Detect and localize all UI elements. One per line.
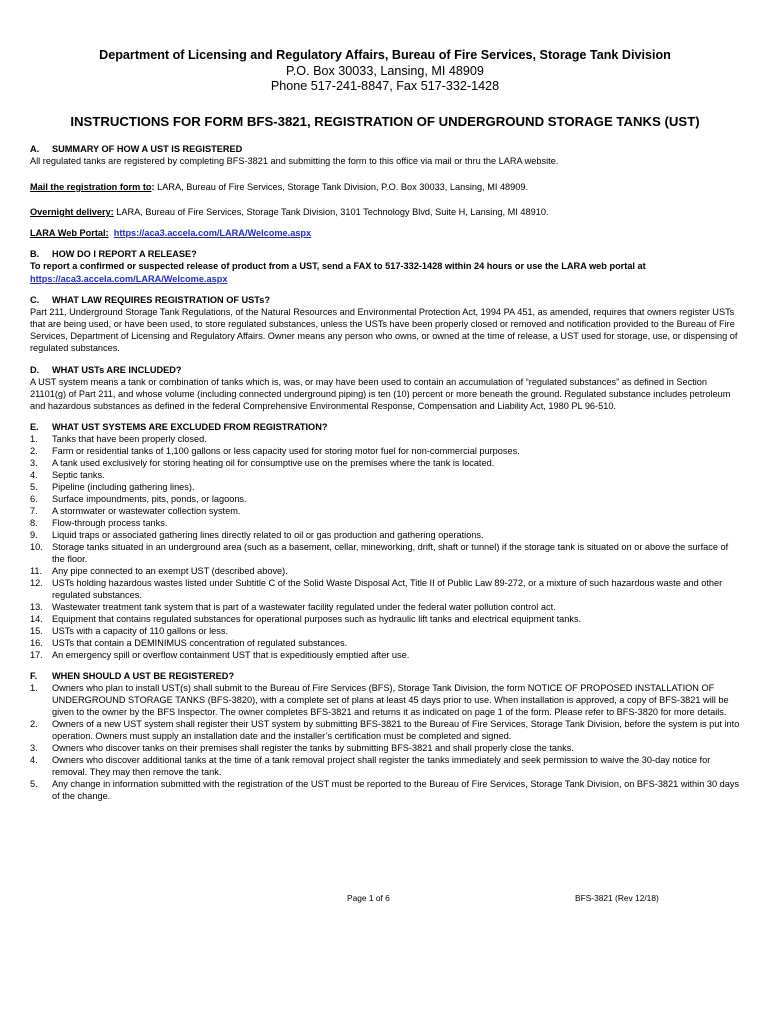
item-number: 15. [30,626,43,637]
item-text: Surface impoundments, pits, ponds, or lagoons. [52,494,247,505]
item-text: USTs holding hazardous wastes listed under Subtitle C of the Solid Waste Disposal Act, Title II of Public Law 89-272, or a mixture of such hazardous waste and other regulated substances. [52,578,723,601]
item-text: An emergency spill or overflow containment UST that is expeditiously emptied after use. [52,650,410,661]
item-text: Storage tanks situated in an underground area (such as a basement, cellar, mineworking, drift, shaft or tunnel) if the storage tank is situated on or above the surface of the floor. [52,542,729,565]
page-title: INSTRUCTIONS FOR FORM BFS-3821, REGISTRATION OF UNDERGROUND STORAGE TANKS (UST) [70,113,700,129]
item-number: 5. [30,482,38,493]
section-d-text: A UST system means a tank or combination of tanks which is, was, or may have been used to contain an accumulation of “regulated substances” as defined in Section 21101(g) of Part 211, and whose volume (including connected underground piping) is ten (10) percent or more beneath the ground. Regulated substance includes petroleum and hazardous substances as defined in the federal Comprehensive Environmental Response, Compensation and Liability Act, 1980 PL 96-510. [30,376,731,411]
item-number: 8. [30,518,38,529]
overnight-line [30,206,740,218]
item-number: 12. [30,578,43,589]
item-text: USTs that contain a DEMINIMUS concentration of regulated substances. [52,638,348,649]
section-a-heading [30,143,740,155]
list-item [30,601,740,613]
release-portal-link[interactable]: https://aca3.accela.com/LARA/Welcome.aspx [30,273,228,284]
item-text: Equipment that contains regulated substances for operational purposes such as hydraulic lift tanks and electrical equipment tanks. [52,614,582,625]
item-text: Septic tanks. [52,470,105,481]
item-number: 11. [30,566,43,577]
mail-text: LARA, Bureau of Fire Services, Storage Tank Division, P.O. Box 30033, Lansing, MI 48909. [154,181,529,192]
list-item [30,529,740,541]
mail-colon: : [151,181,155,192]
section-c-text: Part 211, Underground Storage Tank Regulations, of the Natural Resources and Environmental Protection Act, 1994 PA 451, as amended, requires that owners register USTs that are being used, or have been used, to store regulated substances, unless the USTs have been properly closed or removed and notification provided to the Bureau of Fire Services, Department of Licensing and Regulatory Affairs. Owner means any person who owns, or owned at the time of release, a UST used for storage, use, or dispensing of regulated substances. [30,306,738,354]
list-item [30,718,740,742]
release-instructions: To report a confirmed or suspected release of product from a UST, send a FAX to 517-332-1428 within 24 hours or use the LARA web portal at [30,261,646,272]
section-letter: F. [30,671,38,682]
phone-fax: Phone 517-241-8847, Fax 517-332-1428 [270,79,500,93]
registration-timing-list [30,682,740,802]
item-text: Farm or residential tanks of 1,100 gallons or less capacity used for storing motor fuel for non-commercial purposes. [52,446,520,457]
list-item [30,778,740,802]
list-item [30,637,740,649]
item-text: Owners who discover tanks on their premises shall register the tanks by submitting BFS-3821 and shall properly close the tanks. [52,743,574,754]
section-title: WHEN SHOULD A UST BE REGISTERED? [52,671,235,682]
list-item [30,565,740,577]
item-number: 2. [30,446,38,457]
list-item [30,517,740,529]
item-text: Any pipe connected to an exempt UST (described above). [52,566,288,577]
section-e-heading [30,421,740,433]
portal-label: LARA Web Portal: [30,228,109,239]
item-text: USTs with a capacity of 110 gallons or less. [52,626,229,637]
section-letter: B. [30,249,40,260]
item-text: Any change in information submitted with the registration of the UST must be reported to the Bureau of Fire Services, Storage Tank Division, on BFS-3821 within 30 days of the change. [52,779,740,802]
section-b-heading [30,248,740,260]
section-a-text: All regulated tanks are registered by completing BFS-3821 and submitting the form to this office via mail or thru the LARA website. [30,155,559,166]
item-number: 1. [30,683,38,694]
section-title: SUMMARY OF HOW A UST IS REGISTERED [52,143,243,154]
portal-line [30,227,740,239]
item-number: 2. [30,719,38,730]
excluded-systems-list [30,433,740,661]
letterhead [30,48,740,95]
list-item [30,469,740,481]
portal-link[interactable]: https://aca3.accela.com/LARA/Welcome.aspx [113,228,312,239]
section-letter: D. [30,364,40,375]
section-f-heading [30,670,740,682]
item-number: 14. [30,614,43,625]
item-text: Tanks that have been properly closed. [52,434,207,445]
list-item [30,505,740,517]
list-item [30,649,740,661]
section-letter: E. [30,422,39,433]
address: P.O. Box 30033, Lansing, MI 48909 [286,63,484,78]
overnight-text: LARA, Bureau of Fire Services, Storage Tank Division, 3101 Technology Blvd, Suite H, Lansing, MI 48910. [113,206,549,217]
section-c-heading [30,294,740,306]
item-number: 16. [30,638,43,649]
document-page [30,48,740,802]
list-item [30,541,740,565]
item-number: 6. [30,494,38,505]
overnight-label: Overnight delivery: [30,206,114,217]
item-text: Pipeline (including gathering lines). [52,482,195,493]
item-number: 1. [30,434,38,445]
item-text: Owners who discover additional tanks at the time of a tank removal project shall register the tanks immediately and seek permission to waive the 30-day notice for removal. They may then remove the tank. [52,755,711,778]
form-revision: BFS-3821 (Rev 12/18) [575,893,659,903]
list-item [30,682,740,718]
section-d-heading [30,364,740,376]
item-number: 3. [30,743,38,754]
department-name: Department of Licensing and Regulatory Affairs, Bureau of Fire Services, Storage Tank Division [99,48,671,62]
item-number: 7. [30,506,38,517]
list-item [30,433,740,445]
list-item [30,613,740,625]
item-number: 4. [30,470,38,481]
mail-address-line [30,181,740,193]
item-number: 5. [30,779,38,790]
section-letter: C. [30,294,40,305]
list-item [30,481,740,493]
item-number: 17. [30,650,43,661]
list-item [30,445,740,457]
item-text: Flow-through process tanks. [52,518,168,529]
section-letter: A. [30,143,40,154]
item-number: 3. [30,458,38,469]
list-item [30,493,740,505]
item-text: Owners of a new UST system shall register their UST system by submitting BFS-3821 to the Bureau of Fire Services, Storage Tank Division, before the system is put into operation. Owners must supply an installation date and the installer’s certification must be completed and signed. [52,719,740,742]
item-text: A stormwater or wastewater collection system. [52,506,241,517]
list-item [30,742,740,754]
item-number: 9. [30,530,38,541]
item-text: Liquid traps or associated gathering lines directly related to oil or gas production and gathering operations. [52,530,484,541]
list-item [30,457,740,469]
item-number: 4. [30,755,38,766]
item-text: Wastewater treatment tank system that is part of a wastewater facility regulated under the federal water pollution control act. [52,602,556,613]
item-text: Owners who plan to install UST(s) shall submit to the Bureau of Fire Services (BFS), Storage Tank Division, the form NOTICE OF PROPOSED INSTALLATION OF UNDERGROUND STORAGE TANKS (BFS-3820), with a complete set of plans at least 45 days prior to use. When installation is approved, a copy of BFS-3821 will be given to the owner by the BFS Inspector. The owner completes BFS-3821 and returns it as indicated on page 1 of the form. Please refer to BFS-3820 for more details. [52,683,729,718]
item-number: 13. [30,602,43,613]
page-number: Page 1 of 6 [347,893,390,903]
section-title: WHAT UST SYSTEMS ARE EXCLUDED FROM REGISTRATION? [52,422,328,433]
section-title: WHAT USTs ARE INCLUDED? [52,364,182,375]
section-b-text [30,260,740,284]
section-title: HOW DO I REPORT A RELEASE? [52,249,197,260]
item-text: A tank used exclusively for storing heating oil for consumptive use on the premises where the tank is located. [52,458,495,469]
mail-label: Mail the registration form to [30,181,152,192]
section-title: WHAT LAW REQUIRES REGISTRATION OF USTs? [52,294,270,305]
list-item [30,577,740,601]
item-number: 10. [30,542,43,553]
list-item [30,625,740,637]
list-item [30,754,740,778]
